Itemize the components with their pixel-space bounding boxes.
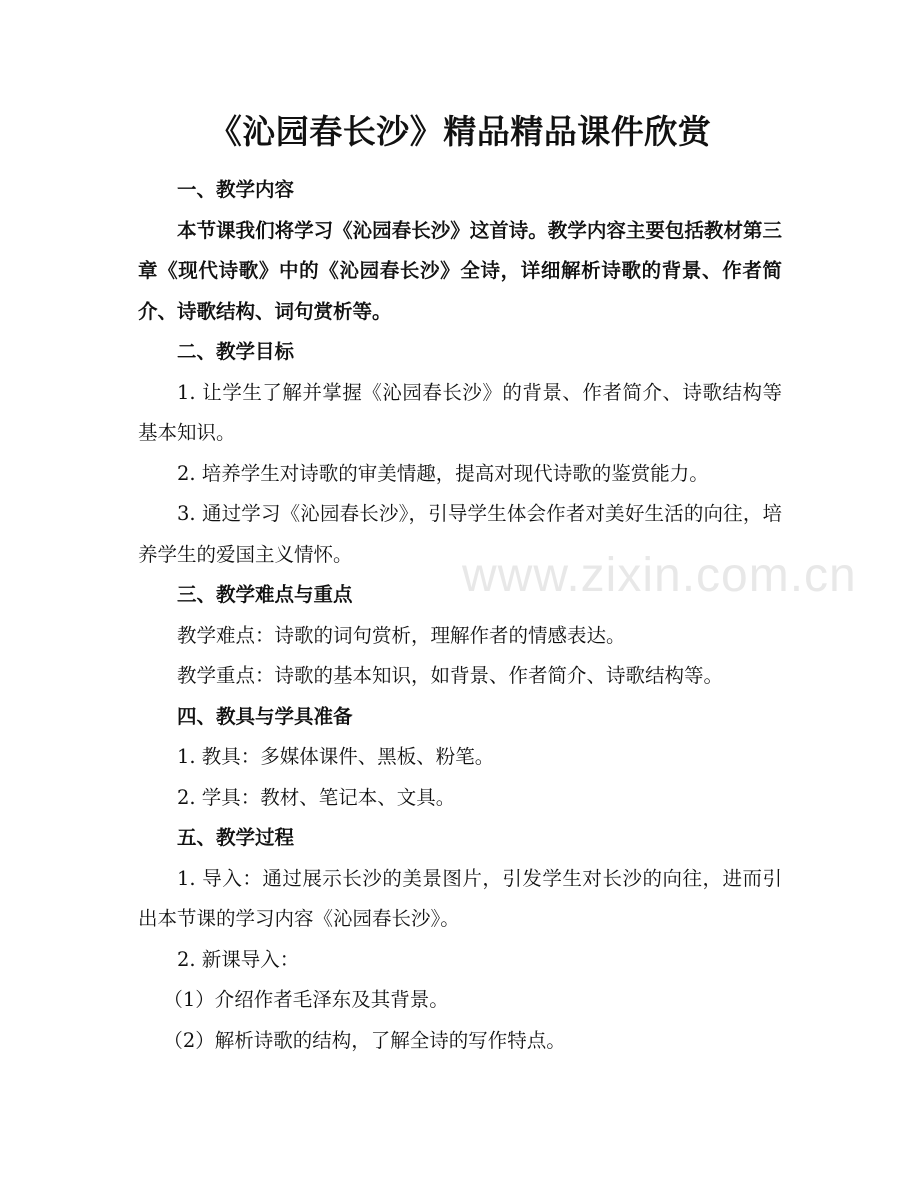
process-item-2: 2. 新课导入： — [177, 947, 300, 971]
section-heading-process: 五、教学过程 — [177, 826, 295, 849]
teaching-key-point: 教学重点：诗歌的基本知识，如背景、作者简介、诗歌结构等。 — [177, 664, 724, 687]
section-heading-objectives: 二、教学目标 — [177, 340, 295, 363]
process-item-1: 1. 导入：通过展示长沙的美景图片，引发学生对长沙的向往，进而引出本节课的学习内容《沁园春长沙》。 — [138, 866, 782, 930]
watermark: www.zixin.com.cn — [462, 549, 857, 602]
document-body — [138, 170, 782, 1061]
materials-item-2: 2. 学具：教材、笔记本、文具。 — [177, 785, 456, 809]
section-heading-key-points: 三、教学难点与重点 — [177, 583, 353, 606]
process-subitem-1: （1）介绍作者毛泽东及其背景。 — [163, 988, 449, 1011]
objective-item-2: 2. 培养学生对诗歌的审美情趣，提高对现代诗歌的鉴赏能力。 — [177, 461, 709, 485]
materials-item-1: 1. 教具：多媒体课件、黑板、粉笔。 — [177, 745, 495, 768]
objective-item-3: 3. 通过学习《沁园春长沙》，引导学生体会作者对美好生活的向往，培养学生的爱国主义情怀。 — [138, 502, 782, 566]
section-heading-materials: 四、教具与学具准备 — [177, 704, 353, 728]
section-content-text: 本节课我们将学习《沁园春长沙》这首诗。教学内容主要包括教材第三章《现代诗歌》中的《沁园春长沙》全诗，详细解析诗歌的背景、作者简介、诗歌结构、词句赏析等。 — [138, 218, 782, 323]
document-title: 《沁园春长沙》精品精品课件欣赏 — [208, 112, 712, 151]
objective-item-1: 1. 让学生了解并掌握《沁园春长沙》的背景、作者简介、诗歌结构等基本知识。 — [138, 380, 782, 444]
section-heading-content: 一、教学内容 — [177, 178, 295, 201]
teaching-difficulty: 教学难点：诗歌的词句赏析，理解作者的情感表达。 — [177, 623, 626, 647]
process-subitem-2: （2）解析诗歌的结构，了解全诗的写作特点。 — [163, 1028, 566, 1052]
